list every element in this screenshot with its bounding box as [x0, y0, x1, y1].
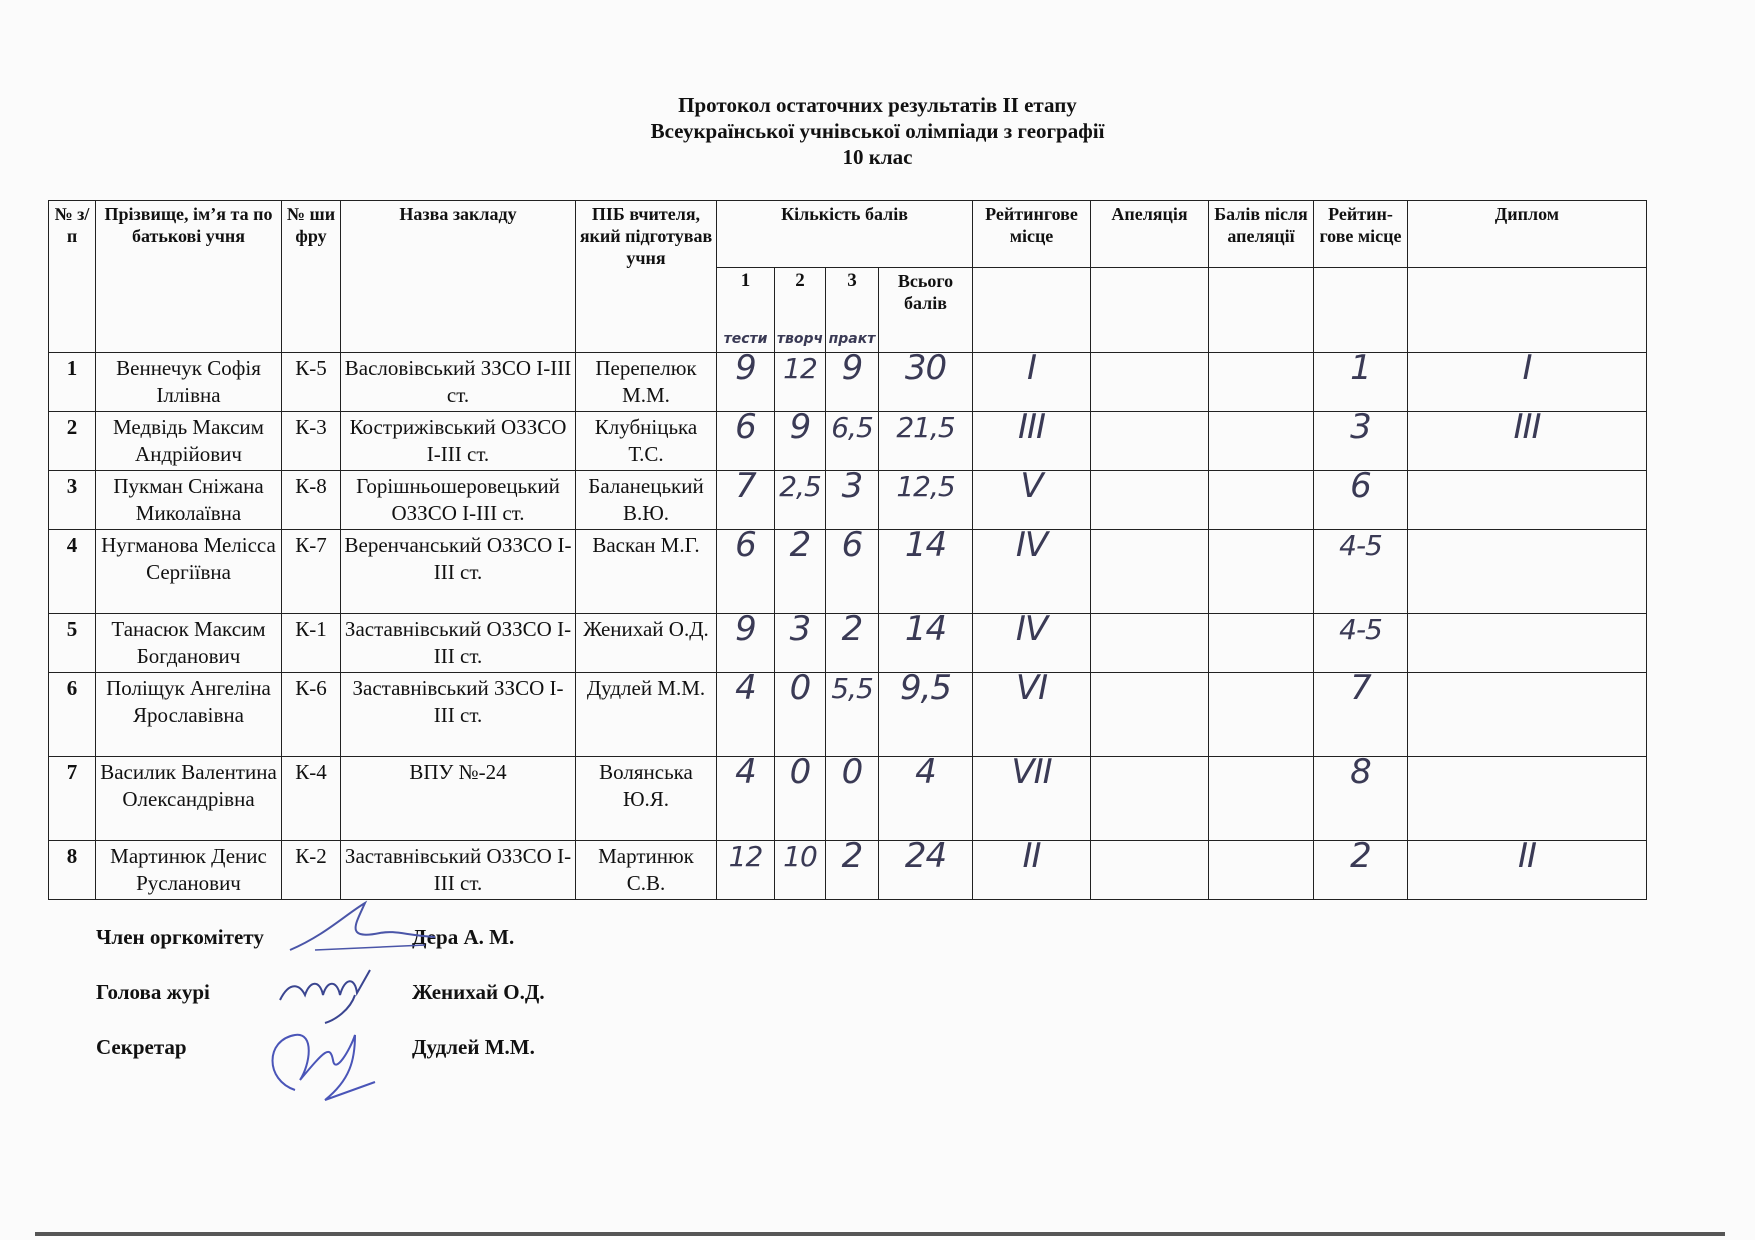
- cell-teacher: Мартинюк С.В.: [576, 841, 717, 900]
- cell-rank: V: [973, 471, 1091, 530]
- cell-total: 12,5: [879, 471, 973, 530]
- cell-name: Медвідь Максим Андрійович: [96, 412, 282, 471]
- cell-score-3: 0: [826, 757, 879, 841]
- cell-code: К-2: [282, 841, 341, 900]
- table-row: [49, 471, 1647, 530]
- title-line-3: 10 клас: [842, 145, 913, 169]
- table-row: [49, 757, 1647, 841]
- cell-name: Мартинюк Денис Русланович: [96, 841, 282, 900]
- cell-rank-2: 6: [1314, 471, 1408, 530]
- cell-rank-2: 1: [1314, 353, 1408, 412]
- cell-total: 24: [879, 841, 973, 900]
- cell-no: 5: [49, 614, 96, 673]
- cell-rank-2: 4-5: [1314, 530, 1408, 614]
- cell-teacher: Баланецький В.Ю.: [576, 471, 717, 530]
- header-name: Прізвище, ім’я та по батькові учня: [96, 201, 282, 353]
- cell-total: 14: [879, 530, 973, 614]
- cell-diploma: [1408, 614, 1647, 673]
- cell-appeal: [1091, 353, 1209, 412]
- header-score-1-num: 1: [740, 270, 751, 291]
- cell-score-2: 12: [775, 353, 826, 412]
- header-score-1-note: тести: [723, 331, 768, 347]
- cell-score-3: 6,5: [826, 412, 879, 471]
- cell-code: К-5: [282, 353, 341, 412]
- cell-name: Поліщук Ангеліна Ярославівна: [96, 673, 282, 757]
- signatures-block: [96, 925, 796, 1090]
- cell-no: 1: [49, 353, 96, 412]
- cell-school: Горішньошеровецький ОЗЗСО І-ІІІ ст.: [341, 471, 576, 530]
- cell-score-1: 12: [717, 841, 775, 900]
- cell-teacher: Дудлей М.М.: [576, 673, 717, 757]
- cell-no: 4: [49, 530, 96, 614]
- cell-no: 3: [49, 471, 96, 530]
- cell-teacher: Перепелюк М.М.: [576, 353, 717, 412]
- cell-school: Кострижівський ОЗЗСО І-ІІІ ст.: [341, 412, 576, 471]
- cell-score-3: 5,5: [826, 673, 879, 757]
- cell-appeal: [1091, 841, 1209, 900]
- document-title: [0, 92, 1755, 170]
- cell-appeal: [1091, 530, 1209, 614]
- cell-score-1: 9: [717, 614, 775, 673]
- cell-score-3: 2: [826, 841, 879, 900]
- signature-row-member: [96, 925, 796, 980]
- cell-rank: I: [973, 353, 1091, 412]
- cell-name: Нугманова Мелісса Сергіївна: [96, 530, 282, 614]
- cell-school: Заставнівський ЗЗСО І-ІІІ ст.: [341, 673, 576, 757]
- header-score-2-note: творч: [776, 331, 824, 347]
- cell-school: Веренчанський ОЗЗСО І-ІІІ ст.: [341, 530, 576, 614]
- cell-school: Васловівський ЗЗСО І-ІІІ ст.: [341, 353, 576, 412]
- cell-school: Заставнівський ОЗЗСО І-ІІІ ст.: [341, 614, 576, 673]
- cell-appeal: [1091, 412, 1209, 471]
- cell-after-appeal: [1209, 841, 1314, 900]
- table-row: [49, 530, 1647, 614]
- header-empty-2: [1091, 268, 1209, 353]
- header-score-2: [775, 268, 826, 353]
- cell-appeal: [1091, 757, 1209, 841]
- cell-diploma: [1408, 471, 1647, 530]
- signature-role: Голова журі: [96, 980, 210, 1004]
- title-line-1: Протокол остаточних результатів ІІ етапу: [678, 93, 1077, 117]
- cell-score-2: 10: [775, 841, 826, 900]
- header-scores: Кількість балів: [717, 201, 973, 268]
- cell-code: К-3: [282, 412, 341, 471]
- cell-score-1: 4: [717, 757, 775, 841]
- cell-score-1: 9: [717, 353, 775, 412]
- signature-row-secretary: [96, 1035, 796, 1090]
- cell-rank: III: [973, 412, 1091, 471]
- cell-appeal: [1091, 471, 1209, 530]
- cell-diploma: [1408, 757, 1647, 841]
- cell-after-appeal: [1209, 471, 1314, 530]
- signature-role: Член оргкомітету: [96, 925, 264, 949]
- header-score-2-num: 2: [795, 270, 805, 291]
- results-table: [48, 200, 1647, 900]
- signature-name: Женихай О.Д.: [412, 980, 545, 1004]
- cell-total: 30: [879, 353, 973, 412]
- cell-rank-2: 4-5: [1314, 614, 1408, 673]
- table-body: [49, 348, 1647, 900]
- header-score-1: [717, 268, 775, 353]
- cell-diploma: III: [1408, 412, 1647, 471]
- cell-score-2: 2: [775, 530, 826, 614]
- header-score-3-note: практ: [828, 331, 876, 347]
- cell-rank: IV: [973, 614, 1091, 673]
- header-rank-2: Рейтин- гове місце: [1314, 201, 1408, 268]
- header-teacher: ПІБ вчителя, який підготував учня: [576, 201, 717, 353]
- cell-score-2: 3: [775, 614, 826, 673]
- cell-no: 7: [49, 757, 96, 841]
- cell-total: 9,5: [879, 673, 973, 757]
- cell-teacher: Клубніцька Т.С.: [576, 412, 717, 471]
- table-row: [49, 841, 1647, 900]
- header-empty-4: [1314, 268, 1408, 353]
- table-row: [49, 614, 1647, 673]
- cell-no: 2: [49, 412, 96, 471]
- header-score-3: [826, 268, 879, 353]
- header-rank: Рейтингове місце: [973, 201, 1091, 268]
- table-row: [49, 412, 1647, 471]
- cell-after-appeal: [1209, 757, 1314, 841]
- cell-school: ВПУ №-24: [341, 757, 576, 841]
- signature-row-jury-head: [96, 980, 796, 1035]
- cell-diploma: [1408, 673, 1647, 757]
- title-line-2: Всеукраїнської учнівської олімпіади з географії: [650, 119, 1105, 143]
- cell-rank-2: 3: [1314, 412, 1408, 471]
- header-score-3-num: 3: [847, 270, 857, 291]
- cell-rank-2: 8: [1314, 757, 1408, 841]
- cell-appeal: [1091, 673, 1209, 757]
- cell-score-3: 3: [826, 471, 879, 530]
- cell-score-2: 0: [775, 673, 826, 757]
- cell-after-appeal: [1209, 673, 1314, 757]
- cell-score-3: 2: [826, 614, 879, 673]
- cell-total: 4: [879, 757, 973, 841]
- cell-rank: IV: [973, 530, 1091, 614]
- cell-rank-2: 2: [1314, 841, 1408, 900]
- cell-after-appeal: [1209, 412, 1314, 471]
- cell-name: Веннечук Софія Іллівна: [96, 353, 282, 412]
- cell-after-appeal: [1209, 530, 1314, 614]
- cell-name: Пукман Сніжана Миколаївна: [96, 471, 282, 530]
- signature-name: Дера А. М.: [412, 925, 515, 949]
- cell-after-appeal: [1209, 614, 1314, 673]
- cell-score-3: 9: [826, 353, 879, 412]
- cell-rank: VII: [973, 757, 1091, 841]
- cell-name: Василик Валентина Олександрівна: [96, 757, 282, 841]
- table-row: [49, 353, 1647, 412]
- header-code: № ши фру: [282, 201, 341, 353]
- cell-code: К-6: [282, 673, 341, 757]
- header-empty-5: [1408, 268, 1647, 353]
- cell-code: К-8: [282, 471, 341, 530]
- bottom-scan-edge: [35, 1232, 1725, 1236]
- cell-teacher: Женихай О.Д.: [576, 614, 717, 673]
- header-total: Всього балів: [879, 268, 973, 353]
- handwritten-signature-member: [285, 895, 445, 965]
- cell-score-2: 2,5: [775, 471, 826, 530]
- cell-code: К-1: [282, 614, 341, 673]
- cell-teacher: Волянська Ю.Я.: [576, 757, 717, 841]
- cell-school: Заставнівський ОЗЗСО І-ІІІ ст.: [341, 841, 576, 900]
- cell-score-1: 4: [717, 673, 775, 757]
- cell-appeal: [1091, 614, 1209, 673]
- cell-score-1: 6: [717, 412, 775, 471]
- header-after-appeal: Балів після апеляції: [1209, 201, 1314, 268]
- cell-total: 21,5: [879, 412, 973, 471]
- handwritten-signature-jury-head: [275, 965, 385, 1025]
- cell-after-appeal: [1209, 353, 1314, 412]
- cell-rank-2: 7: [1314, 673, 1408, 757]
- cell-score-1: 6: [717, 530, 775, 614]
- header-appeal: Апеляція: [1091, 201, 1209, 268]
- cell-teacher: Васкан М.Г.: [576, 530, 717, 614]
- cell-code: К-7: [282, 530, 341, 614]
- cell-diploma: [1408, 530, 1647, 614]
- cell-no: 8: [49, 841, 96, 900]
- cell-code: К-4: [282, 757, 341, 841]
- table-row: [49, 673, 1647, 757]
- cell-score-2: 9: [775, 412, 826, 471]
- cell-score-3: 6: [826, 530, 879, 614]
- cell-diploma: I: [1408, 353, 1647, 412]
- header-diploma: Диплом: [1408, 201, 1647, 268]
- cell-no: 6: [49, 673, 96, 757]
- signature-name: Дудлей М.М.: [412, 1035, 535, 1059]
- signature-role: Секретар: [96, 1035, 187, 1059]
- cell-score-1: 7: [717, 471, 775, 530]
- cell-rank: II: [973, 841, 1091, 900]
- header-school: Назва закладу: [341, 201, 576, 353]
- cell-name: Танасюк Максим Богданович: [96, 614, 282, 673]
- handwritten-signature-secretary: [255, 1020, 385, 1105]
- header-empty-1: [973, 268, 1091, 353]
- header-empty-3: [1209, 268, 1314, 353]
- header-no: № з/п: [49, 201, 96, 353]
- cell-score-2: 0: [775, 757, 826, 841]
- cell-diploma: II: [1408, 841, 1647, 900]
- cell-rank: VI: [973, 673, 1091, 757]
- cell-total: 14: [879, 614, 973, 673]
